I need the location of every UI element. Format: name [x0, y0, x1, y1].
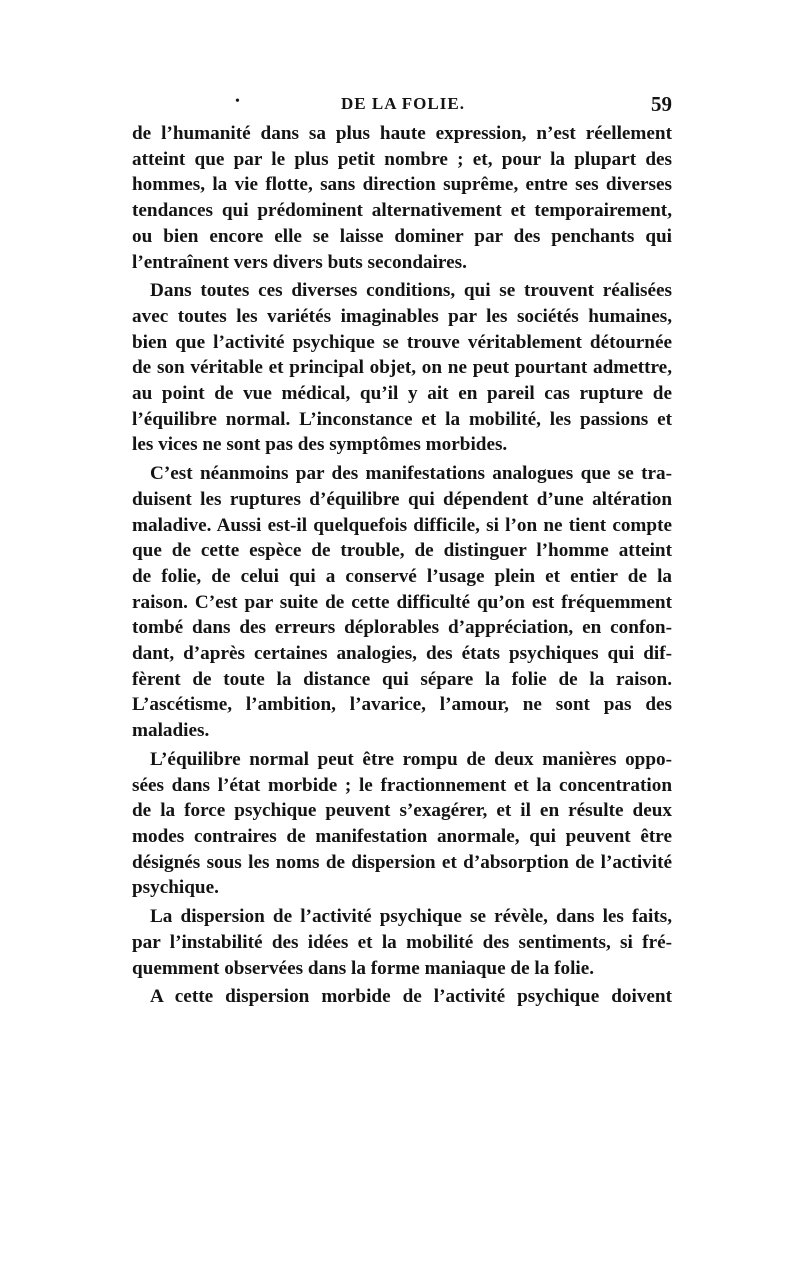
- text-line: avec toutes les variétés imaginables par les sociétés humaines,: [132, 305, 672, 327]
- text-line: tendances qui prédominent alternativement et temporairement,: [132, 200, 672, 222]
- text-line: La dispersion de l’activité psychique se révèle, dans les faits,: [150, 906, 672, 928]
- text-line: L’équilibre normal peut être rompu de deux manières oppo-: [150, 748, 672, 770]
- text-line: de l’humanité dans sa plus haute expression, n’est réellement: [132, 123, 672, 144]
- text-line: de la force psychique peuvent s’exagérer, et il en résulte deux: [132, 800, 672, 822]
- text-line: bien que l’activité psychique se trouve véritablement détournée: [132, 331, 672, 353]
- text-line: maladies.: [132, 720, 210, 742]
- text-line: tombé dans des erreurs déplorables d’appréciation, en confon-: [132, 617, 672, 639]
- text-line: raison. C’est par suite de cette difficulté qu’on est fréquemment: [132, 591, 672, 613]
- paragraph-2: [132, 278, 672, 458]
- text-line: maladive. Aussi est-il quelquefois difficile, si l’on ne tient compte: [132, 514, 672, 536]
- text-line: ou bien encore elle se laisse dominer par des penchants qui: [132, 225, 672, 247]
- text-line: Dans toutes ces diverses conditions, qui se trouvent réalisées: [150, 280, 672, 302]
- running-title: DE LA FOLIE.: [341, 94, 465, 113]
- text-line: par l’instabilité des idées et la mobilité des sentiments, si fré-: [132, 931, 672, 953]
- text-line: hommes, la vie flotte, sans direction suprême, entre ses diverses: [132, 174, 672, 196]
- text-line: A cette dispersion morbide de l’activité psychique doivent: [150, 986, 672, 1008]
- text-line: psychique.: [132, 877, 219, 899]
- text-line: fèrent de toute la distance qui sépare la folie de la raison.: [132, 668, 672, 690]
- running-header: [132, 92, 672, 122]
- page-number: 59: [651, 92, 672, 116]
- text-line: atteint que par le plus petit nombre ; et, pour la plupart des: [132, 148, 672, 170]
- paragraph-5: [132, 904, 672, 981]
- text-line: désignés sous les noms de dispersion et d’absorption de l’activité: [132, 851, 672, 873]
- header-bullet: •: [235, 94, 240, 109]
- text-line: de son véritable et principal objet, on ne peut pourtant admettre,: [132, 357, 672, 379]
- text-line: les vices ne sont pas des symptômes morbides.: [132, 434, 508, 456]
- text-line: duisent les ruptures d’équilibre qui dépendent d’une altération: [132, 488, 672, 510]
- text-line: L’ascétisme, l’ambition, l’avarice, l’amour, ne sont pas des: [132, 694, 672, 716]
- paragraph-6: [132, 984, 672, 1010]
- text-line: modes contraires de manifestation anormale, qui peuvent être: [132, 825, 672, 847]
- text-line: sées dans l’état morbide ; le fractionnement et la concentration: [132, 774, 672, 796]
- paragraph-4: [132, 747, 672, 901]
- text-line: au point de vue médical, qu’il y ait en pareil cas rupture de: [132, 383, 672, 405]
- paragraph-3: [132, 461, 672, 744]
- text-line: l’entraînent vers divers buts secondaires.: [132, 251, 467, 273]
- text-line: que de cette espèce de trouble, de distinguer l’homme atteint: [132, 540, 672, 562]
- text-line: dant, d’après certaines analogies, des états psychiques qui dif-: [132, 643, 672, 665]
- text-line: quemment observées dans la forme maniaque de la folie.: [132, 957, 595, 979]
- body-text: [132, 121, 672, 1013]
- paragraph-1: [132, 121, 672, 275]
- text-line: l’équilibre normal. L’inconstance et la mobilité, les passions et: [132, 408, 672, 430]
- text-line: C’est néanmoins par des manifestations analogues que se tra-: [150, 463, 672, 485]
- text-line: de folie, de celui qui a conservé l’usage plein et entier de la: [132, 565, 672, 587]
